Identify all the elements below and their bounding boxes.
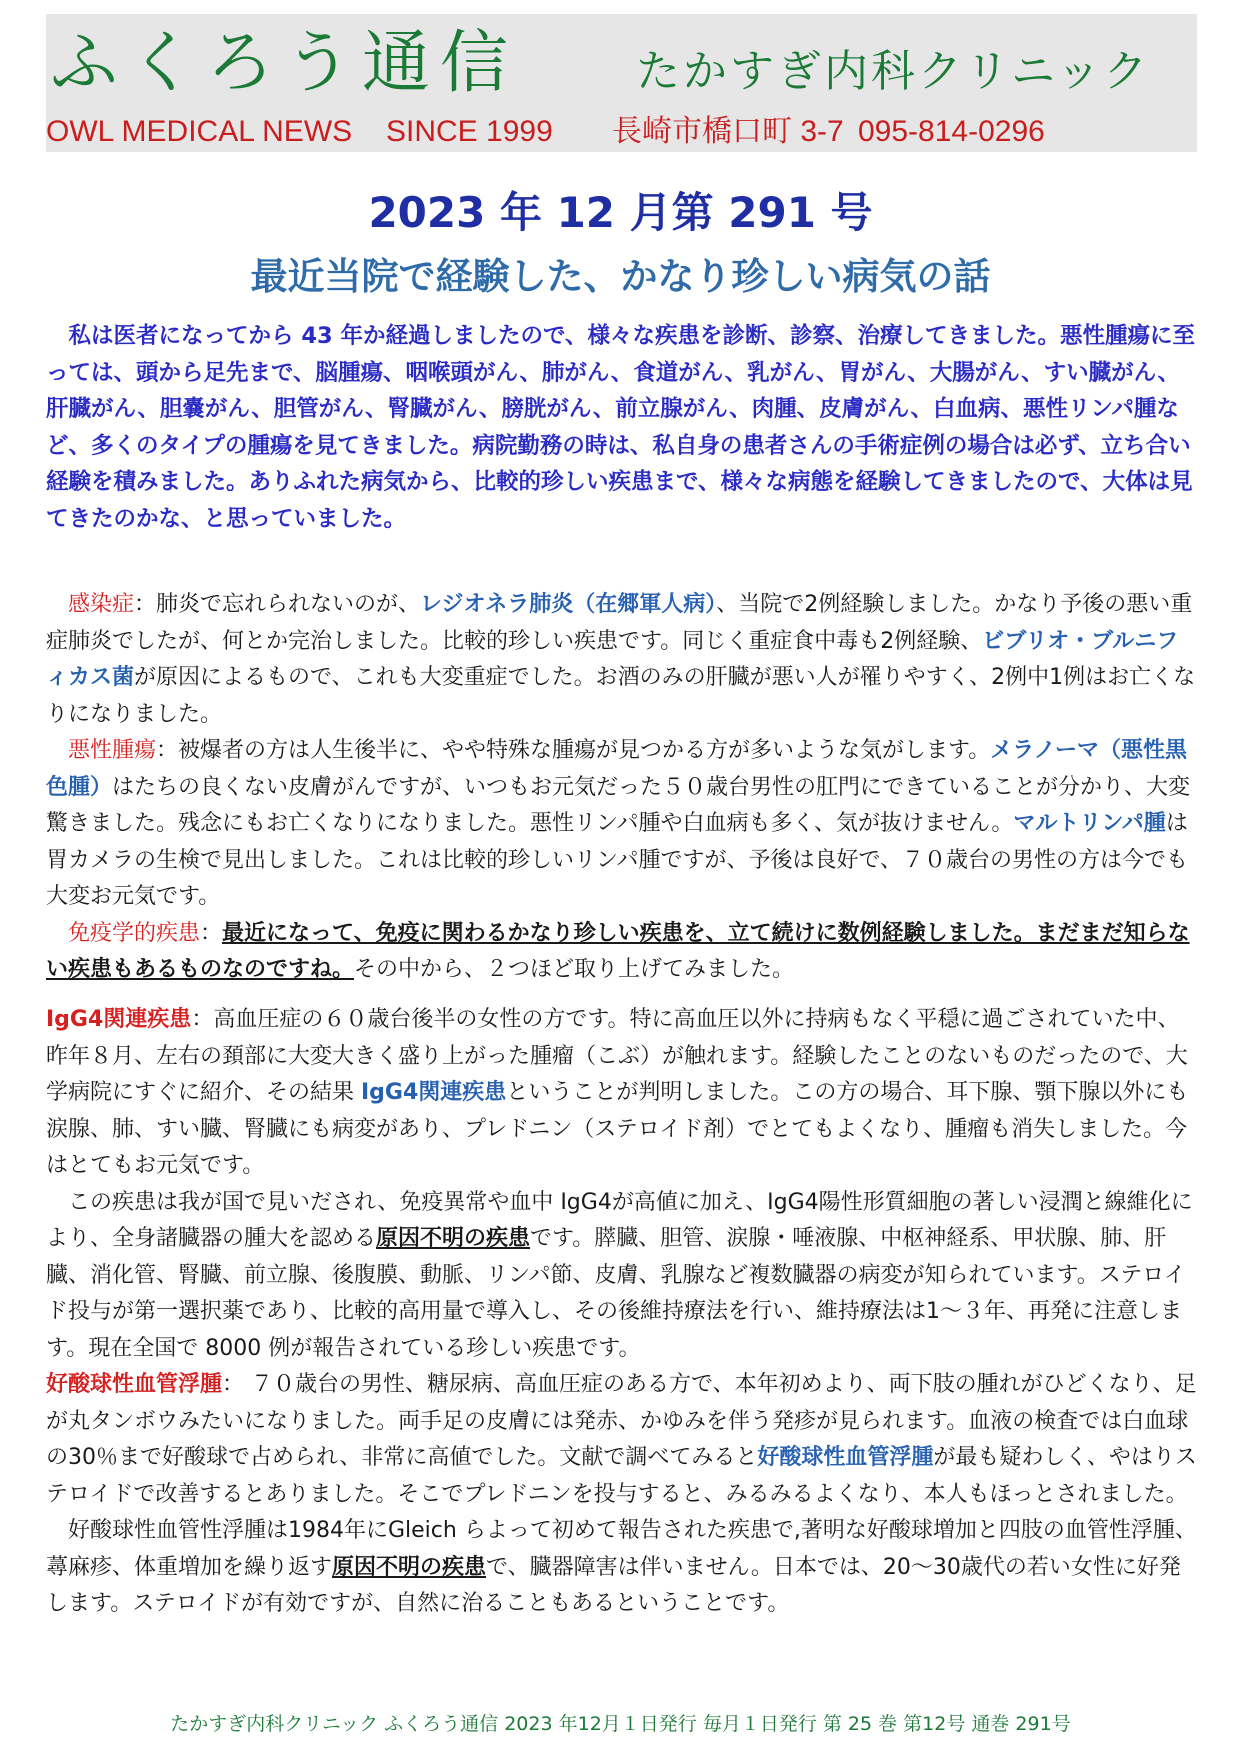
clinic-phone: 095-814-0296: [858, 115, 1045, 148]
malignancy-text-3: は胃カメラの生検で見出しました。これは比較的珍しいリンパ腫ですが、予後は良好で、７０歳台の男性の方は今でも大変お元気です。: [46, 811, 1189, 909]
legionella-term: レジオネラ肺炎（在郷軍人病）: [420, 592, 717, 617]
eosinophil-label: 好酸球性血管浮腫: [46, 1372, 223, 1397]
eosinophil-paragraph: [46, 1367, 1197, 1513]
igg4-p2-text-2: です。膵臓、胆管、涙腺・唾液腺、中枢神経系、甲状腺、肺、肝臓、消化管、腎臓、前立腺、後腹膜、動脈、リンパ節、皮膚、乳腺など複数臓器の病変が知られています。ステロイド投与が第一選択薬であり、比較的高用量で導入し、その後維持療法を行い、維持療法は1～３年、再発に注意します。現在全国で 8000 例が報告されている珍しい疾患です。: [46, 1226, 1186, 1361]
eosinophil-unknown-cause: 原因不明の疾患: [332, 1554, 487, 1580]
immune-label: 免疫学的疾患: [68, 920, 201, 946]
infection-text-3: が原因によるもので、これも大変重症でした。お酒のみの肝臓が悪い人が罹りやすく、2例中1例はお亡くなりになりました。: [46, 665, 1196, 727]
infection-text-1: ：肺炎で忘れられないのが、: [134, 592, 421, 617]
igg4-paragraph: [46, 1002, 1197, 1185]
clinic-address: 長崎市橋口町 3-7: [612, 115, 844, 148]
igg4-term: IgG4関連疾患: [361, 1080, 507, 1105]
clinic-name: たかすぎ内科クリニック: [636, 46, 1151, 97]
eosinophil-paragraph-2: [46, 1513, 1197, 1623]
immune-text-1: その中から、２つほど取り上げてみました。: [354, 957, 795, 982]
malt-lymphoma-term: マルトリンパ腫: [1013, 811, 1166, 836]
malignancy-label: 悪性腫瘍: [68, 738, 157, 763]
immune-paragraph: [46, 916, 1197, 989]
eosinophil-text-1: ： ７０歳台の男性、糖尿病、高血圧症のある方で、本年初めより、両下肢の腫れがひどくなり、足が丸タンボウみたいになりました。両手足の皮膚には発赤、かゆみを伴う発疹が見られます。血液の検査では白血球の30％まで好酸球で占められ、非常に高値でした。文献で調べてみると: [46, 1372, 1197, 1470]
immune-underlined-text: 最近になって、免疫に関わるかなり珍しい疾患を、立て続けに数例経験しました。まだまだ知らない疾患もあるものなのですね。: [46, 920, 1190, 982]
igg4-section: [46, 1002, 1197, 1623]
eosinophil-p2-text-2: で、臓器障害は伴いません。日本では、20～30歳代の若い女性に好発します。ステロイドが有効ですが、自然に治ることもあるということです。: [46, 1554, 1181, 1616]
intro-text: 私は医者になってから 43 年か経過しましたので、様々な疾患を診断、診察、治療してきました。悪性腫瘍に至っては、頭から足先まで、脳腫瘍、咽喉頭がん、肺がん、食道がん、乳がん、胃がん、大腸がん、すい臓がん、肝臓がん、胆嚢がん、胆管がん、腎臓がん、膀胱がん、前立腺がん、肉腫、皮膚がん、白血病、悪性リンパ腫など、多くのタイプの腫瘍を見てきました。病院勤務の時は、私自身の患者さんの手術症例の場合は必ず、立ち合い経験を積みました。ありふれた病気から、比較的珍しい疾患まで、様々な病態を経験してきましたので、大体は見てきたのかな、と思っていました。: [46, 323, 1196, 532]
article-headline: 最近当院で経験した、かなり珍しい病気の話: [250, 254, 991, 298]
malignancy-text-2: はたちの良くない皮膚がんですが、いつもお元気だった５０歳台男性の肛門にできていることが分かり、大変驚きました。残念にもお亡くなりになりました。悪性リンパ腫や白血病も多く、気が抜けません。: [46, 774, 1191, 836]
eosinophil-text-2: が最も疑わしく、やはりステロイドで改善するとありました。そこでプレドニンを投与すると、みるみるよくなり、本人もほっとされました。: [46, 1445, 1197, 1507]
subtitle-owl: OWL MEDICAL NEWS: [46, 115, 353, 148]
igg4-text-1: ：高血圧症の６０歳台後半の女性の方です。特に高血圧以外に持病もなく平穏に過ごされていた中、昨年８月、左右の頚部に大変大きく盛り上がった腫瘤（こぶ）が触れます。経験したことのないものだったので、大学病院にすぐに紹介、その結果: [46, 1007, 1188, 1105]
infection-label: 感染症: [68, 592, 135, 617]
immune-colon: ：: [200, 920, 223, 946]
newsletter-title: ふくろう通信: [50, 24, 519, 103]
infection-paragraph: [46, 587, 1197, 733]
subtitle-since: SINCE 1999: [386, 115, 553, 148]
infection-text-2: 、当院で2例経験しました。かなり予後の悪い重症肺炎でしたが、何とか完治しました。比較的珍しい疾患です。同じく重症食中毒も2例経験、: [46, 592, 1193, 654]
igg4-p2-text-1: この疾患は我が国で見いだされ、免疫異常や血中 IgG4が高値に加え、IgG4陽性形質細胞の著しい浸潤と線維化により、全身諸臓器の腫大を認める: [46, 1189, 1193, 1251]
igg4-text-2: ということが判明しました。この方の場合、耳下腺、顎下腺以外にも涙腺、肺、すい臓、腎臓にも病変があり、プレドニン（ステロイド剤）でとてもよくなり、腫瘤も消失しました。今はとてもお元気です。: [46, 1080, 1189, 1178]
intro-paragraph: [46, 318, 1197, 537]
masthead: [46, 14, 1197, 152]
footer-publication-info: たかすぎ内科クリニック ふくろう通信 2023 年12月１日発行 毎月１日発行 第 25 巻 第12号 通巻 291号: [170, 1713, 1071, 1735]
eosinophil-term: 好酸球性血管浮腫: [757, 1445, 934, 1470]
categories-section: [46, 587, 1197, 989]
malignancy-paragraph: [46, 733, 1197, 916]
vibrio-term: ビブリオ・ブルニフィカス菌: [46, 628, 1179, 690]
igg4-paragraph-2: [46, 1185, 1197, 1368]
melanoma-term: メラノーマ（悪性黒色腫）: [46, 738, 1187, 800]
malignancy-text-1: ：被爆者の方は人生後半に、やや特殊な腫瘍が見つかる方が多いような気がします。: [156, 738, 991, 763]
eosinophil-p2-text-1: 好酸球性血管性浮腫は1984年にGleich らよって初めて報告された疾患で,著明な好酸球増加と四肢の血管性浮腫、蕁麻疹、体重増加を繰り返す: [46, 1518, 1197, 1580]
igg4-label: IgG4関連疾患: [46, 1007, 192, 1032]
igg4-unknown-cause: 原因不明の疾患: [376, 1226, 531, 1251]
issue-number: 2023 年 12 月第 291 号: [368, 188, 873, 237]
